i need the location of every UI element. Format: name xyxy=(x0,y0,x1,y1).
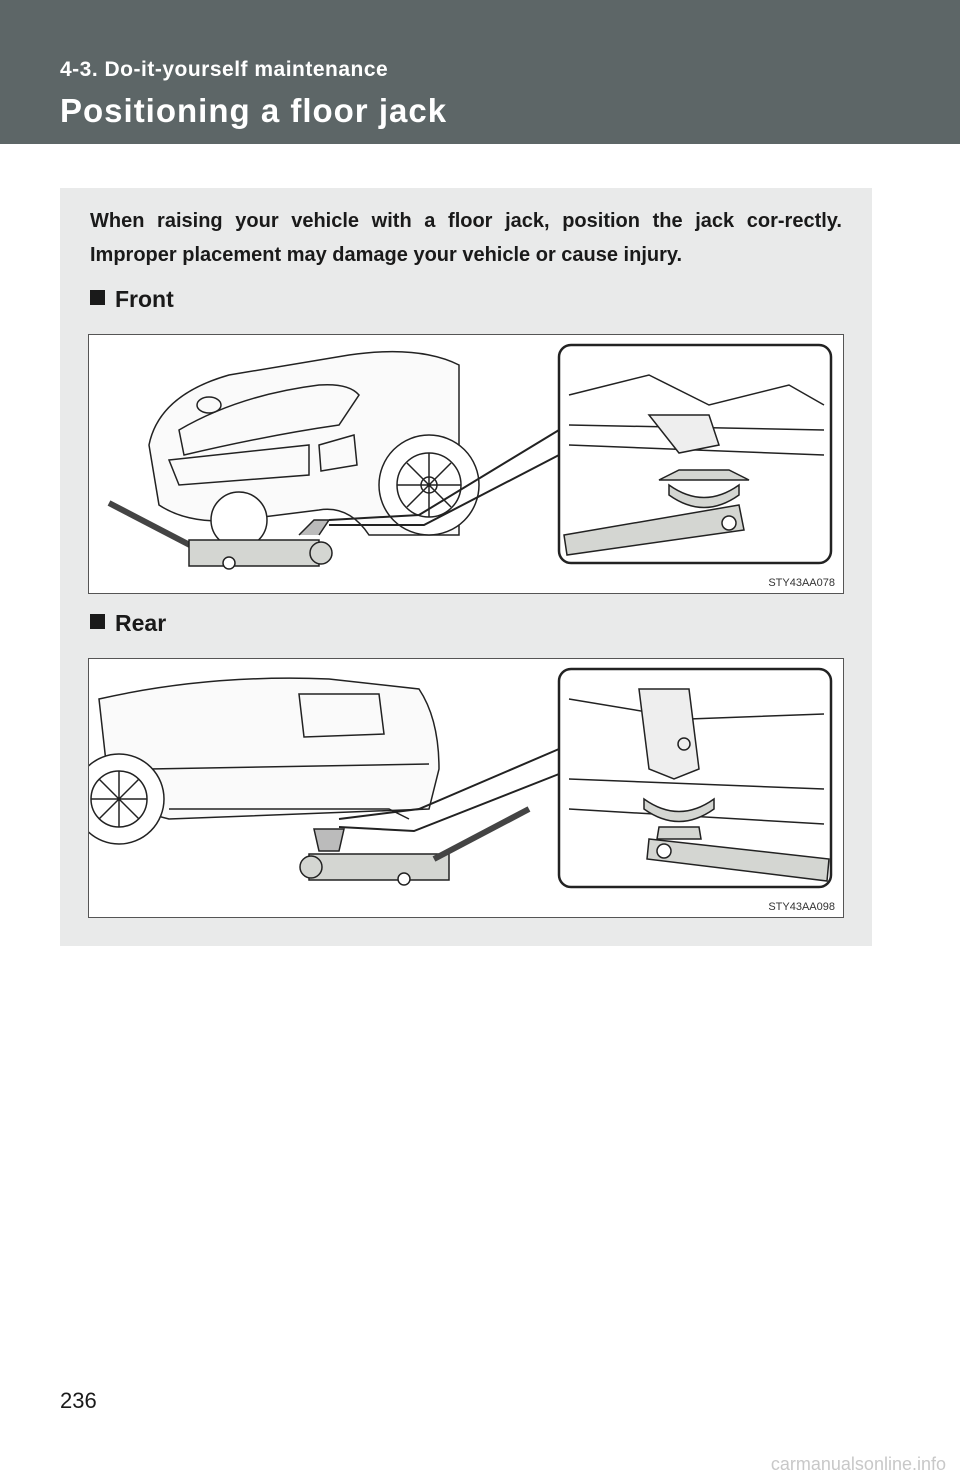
rear-jack-figure xyxy=(88,658,844,918)
front-jack-figure xyxy=(88,334,844,594)
page-title: Positioning a floor jack xyxy=(60,92,448,129)
front-figure-code: STY43AA078 xyxy=(768,577,835,589)
page-header xyxy=(0,0,960,144)
intro-text: When raising your vehicle with a floor jack, position the jack cor-rectly. Improper placement may damage your vehicle or cause injury. xyxy=(90,210,842,266)
watermark: carmanualsonline.info xyxy=(770,1454,946,1474)
content-box xyxy=(60,188,872,946)
rear-figure-code: STY43AA098 xyxy=(768,901,835,913)
rear-heading xyxy=(90,610,166,637)
front-heading-label: Front xyxy=(115,286,174,312)
square-bullet-icon xyxy=(90,290,105,305)
front-heading xyxy=(90,286,174,313)
rear-jack-illustration xyxy=(89,659,844,918)
front-jack-illustration xyxy=(89,335,844,594)
square-bullet-icon xyxy=(90,614,105,629)
rear-heading-label: Rear xyxy=(115,610,167,636)
section-label: 4-3. Do-it-yourself maintenance xyxy=(60,58,389,81)
page-number: 236 xyxy=(60,1388,97,1413)
